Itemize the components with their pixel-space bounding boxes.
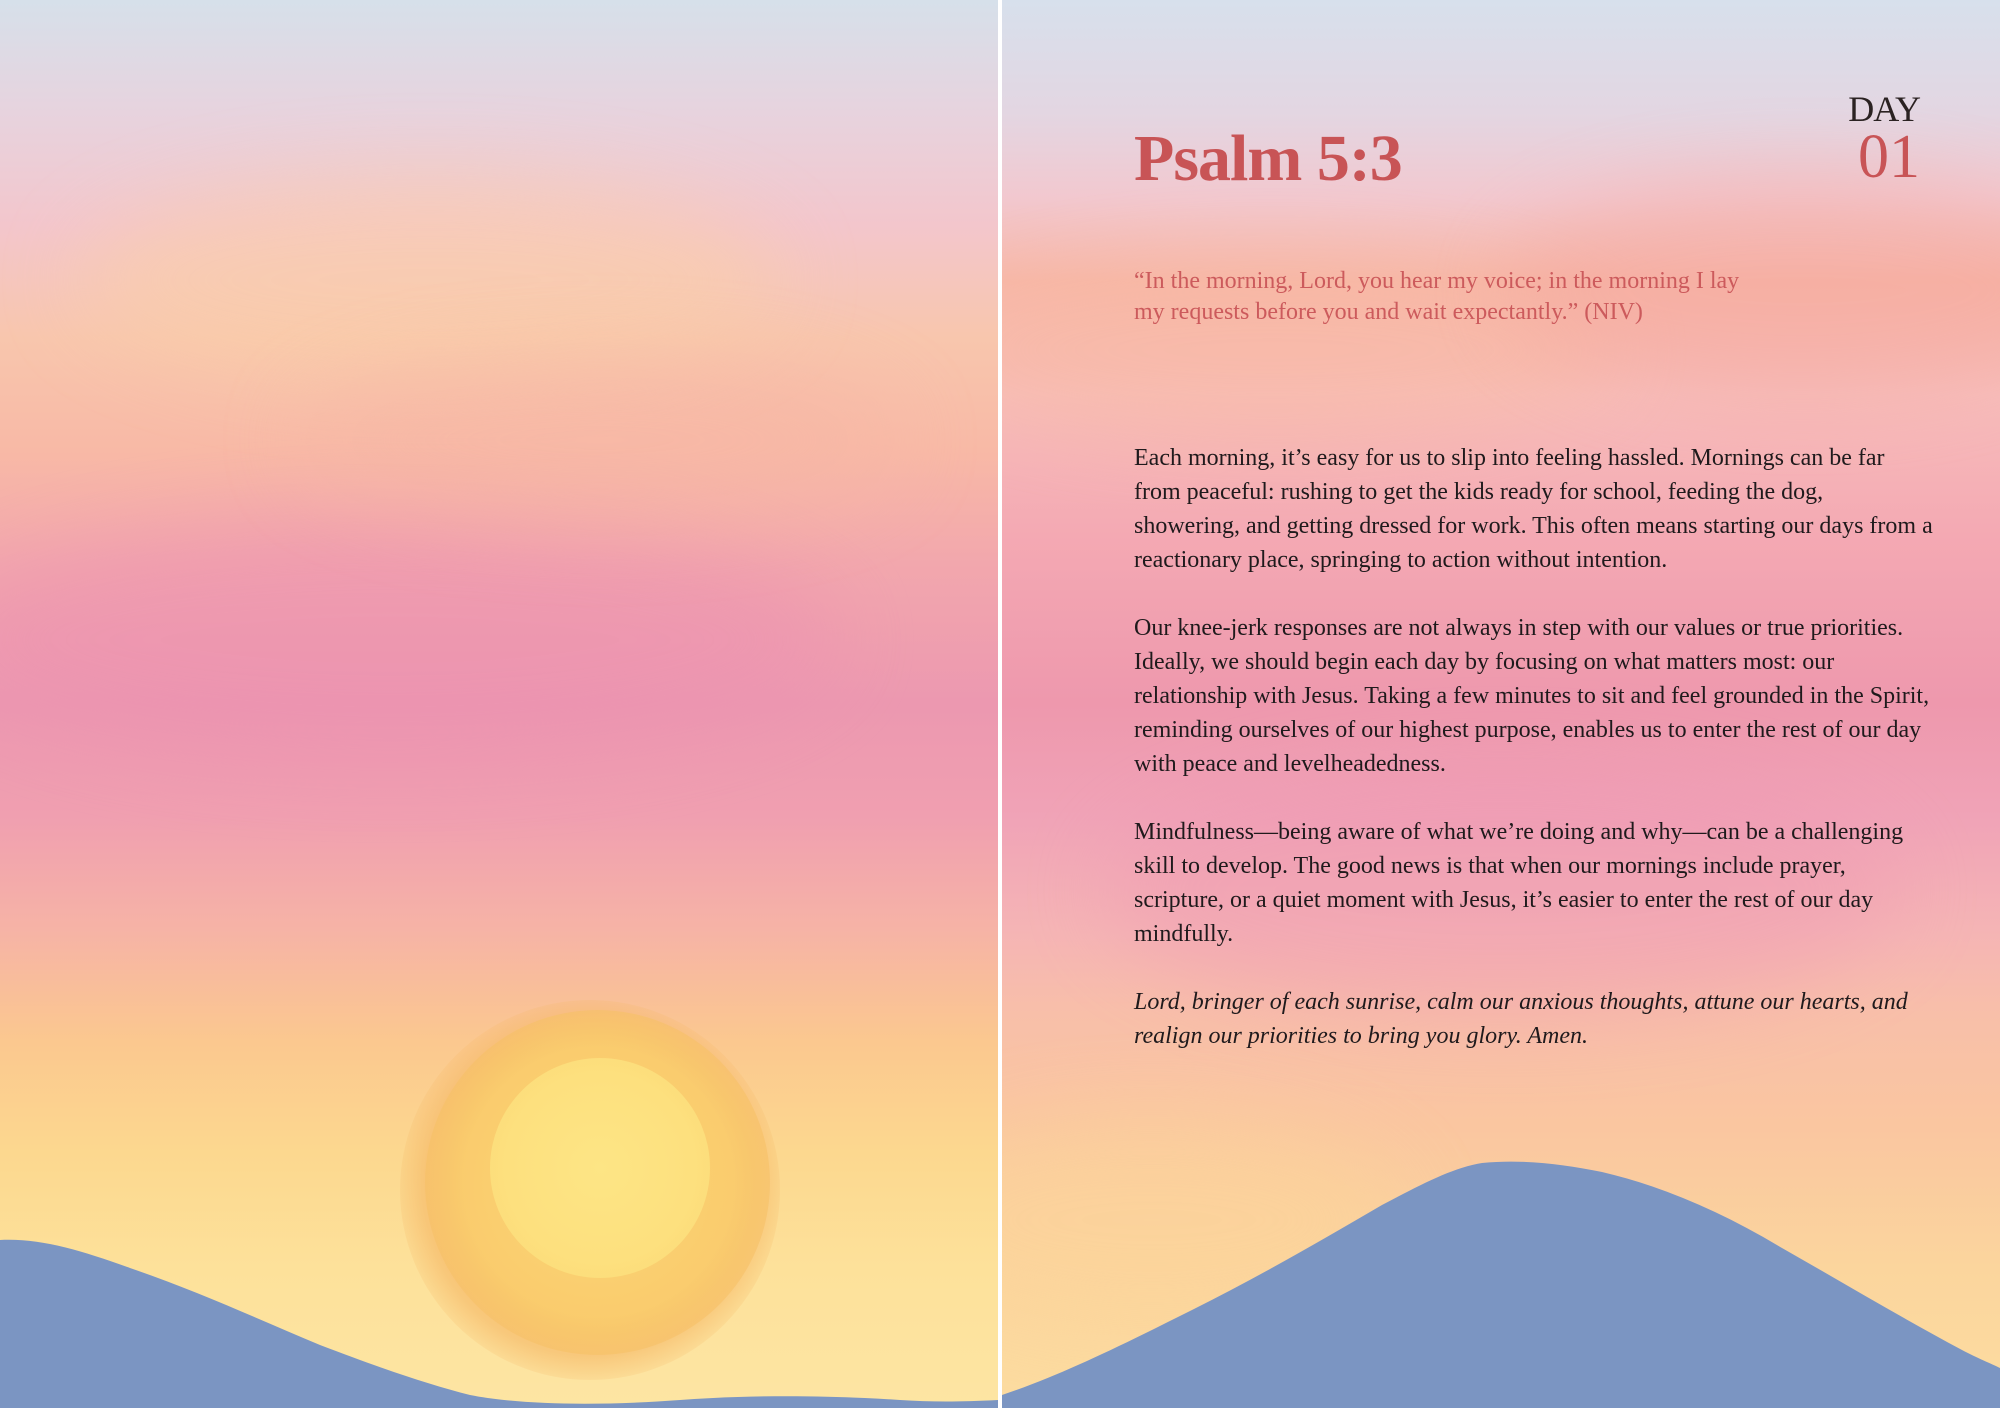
right-page-devotional <box>1002 0 2000 1408</box>
scripture-verse: “In the morning, Lord, you hear my voice; in the morning I lay my requests before you and wait expectantly.” (NIV) <box>1134 268 1740 325</box>
body-paragraph: Mindfulness—being aware of what we’re doing and why—can be a challenging skill to develop. The good news is that when our mornings include prayer, scripture, or a quiet moment with Jesus, it’s easier to enter the rest of our day mindfully. <box>1134 819 1904 947</box>
page-title: Psalm 5:3 <box>1134 122 1402 195</box>
day-number: 01 <box>1858 123 1920 191</box>
day-label: DAY <box>1848 89 1920 129</box>
devotional-body <box>1134 441 1934 1087</box>
mountain-silhouette <box>0 0 998 1408</box>
body-paragraph: Each morning, it’s easy for us to slip into feeling hassled. Mornings can be far from peaceful: rushing to get the kids ready for school, feeding the dog, showering, and getting dressed for work. This often means starting our days from a reactionary place, springing to action without intention. <box>1134 445 1933 573</box>
closing-prayer: Lord, bringer of each sunrise, calm our anxious thoughts, attune our hearts, and realign our priorities to bring you glory. Amen. <box>1134 989 1908 1049</box>
body-paragraph: Our knee-jerk responses are not always in step with our values or true priorities. Ideally, we should begin each day by focusing on what matters most: our relationship with Jesus. Taking a few minutes to sit and feel grounded in the Spirit, reminding ourselves of our highest purpose, enables us to enter the rest of our day with peace and levelheadedness. <box>1134 615 1930 777</box>
left-page-illustration <box>0 0 998 1408</box>
